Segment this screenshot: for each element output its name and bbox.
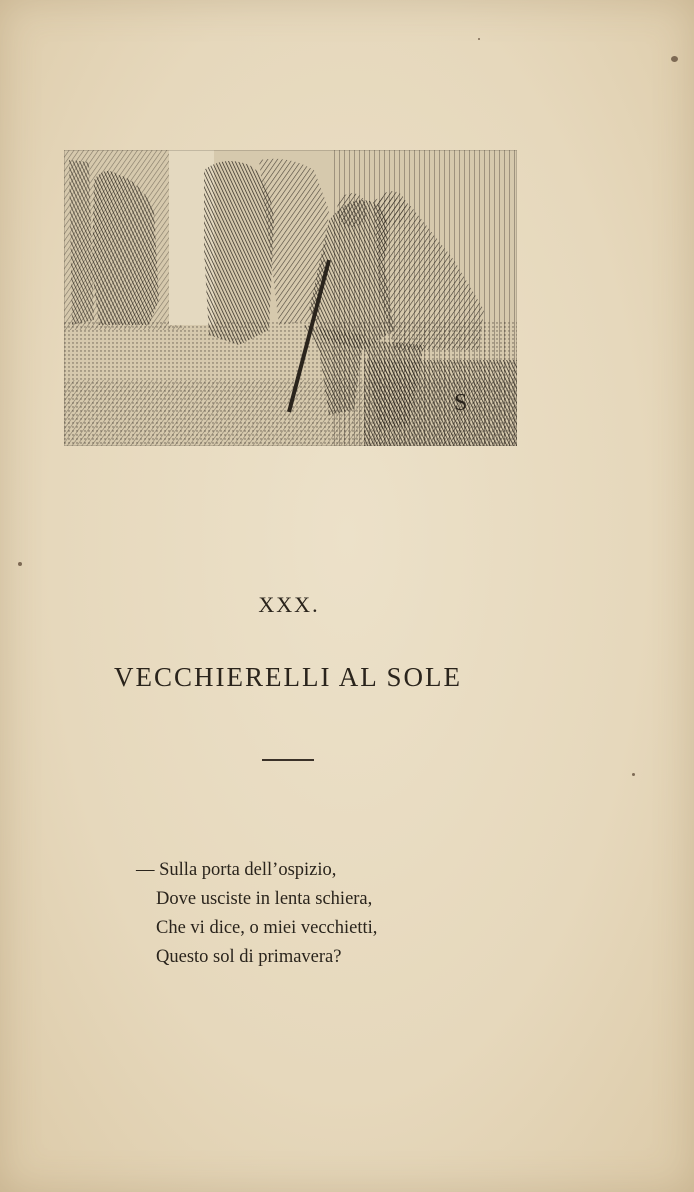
poem-stanza (136, 856, 496, 972)
chapter-number: XXX. (258, 592, 320, 617)
engraving-image (64, 150, 517, 446)
title-divider (262, 759, 314, 761)
poem-line: Che vi dice, o miei vecchietti, (156, 918, 378, 938)
paper-spot (478, 38, 480, 40)
paper-spot (671, 56, 678, 62)
engraving-illustration (64, 150, 517, 446)
poem-line: Questo sol di primavera? (156, 947, 342, 967)
paper-spot (632, 773, 635, 776)
chapter-title: VECCHIERELLI AL SOLE (114, 662, 462, 692)
poem-line: Dove usciste in lenta schiera, (156, 889, 373, 909)
paper-spot (18, 562, 22, 566)
poem-line: — Sulla porta dell’ospizio, (136, 860, 337, 880)
svg-text:S: S (454, 390, 468, 416)
